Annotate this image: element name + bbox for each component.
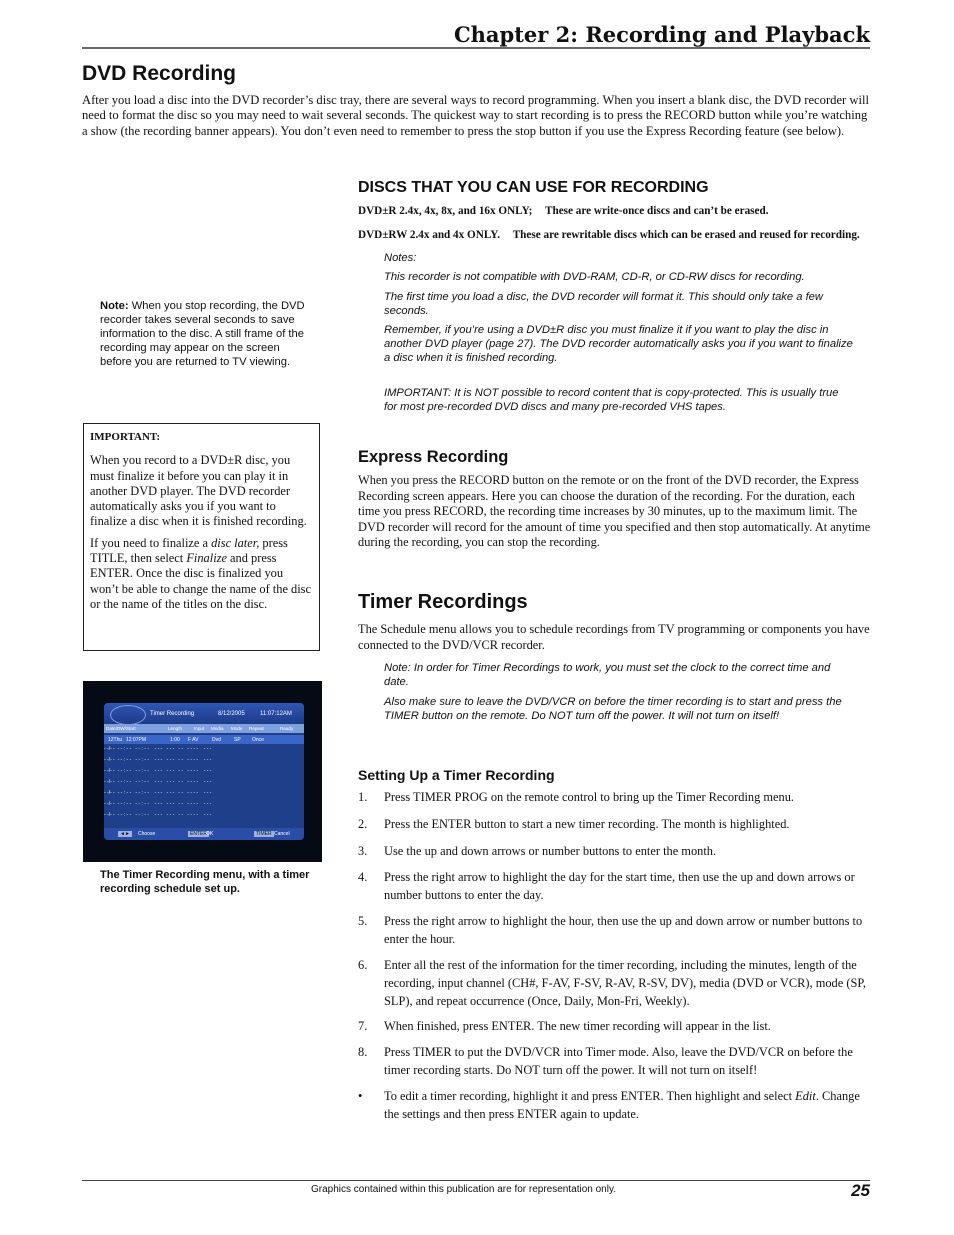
list-item: 5. Press the right arrow to highlight the hour, then use the up and down arrow or number buttons to enter the hour. (358, 914, 863, 946)
important-label: IMPORTANT: (90, 431, 161, 443)
disc-key: DVD±R 2.4x, 4x, 8x, and 16x ONLY; (358, 205, 533, 217)
sidenote (100, 299, 305, 369)
table-row: - -/- - - - : - - - - : - - - - - - - - - - - - - - - - - (104, 779, 212, 785)
timer-key: TIMER (256, 831, 272, 837)
col-media: Media (211, 726, 224, 731)
swirl-logo-icon (110, 705, 146, 725)
note-item: The first time you load a disc, the DVD recorder will format it. This should only take a few seconds. (384, 291, 823, 317)
timer-recordings-heading: Timer Recordings (358, 591, 528, 613)
col-mode: Mode (231, 726, 243, 731)
note-item: Also make sure to leave the DVD/VCR on before the timer recording is to start and press the TIMER button on the remote. Do NOT turn off the power. It will not turn on itself! (384, 696, 842, 722)
list-item: 8. Press TIMER to put the DVD/VCR into Timer mode. Also, leave the DVD/VCR on before the timer recording starts. Do NOT turn off the power. It will not turn on itself! (358, 1045, 853, 1077)
express-recording-body: When you press the RECORD button on the remote or on the front of the DVD recorder, the Express Recording screen appears. Here you can choose the duration of the recording. For the duration, each time you press RECORD, the recording time increases by 30 minutes, up to the maximum limit. The DVD recorder will record for the amount of time you specified and then stop automatically. At anytime during the recording, you can stop the recording. (358, 473, 871, 549)
chapter-title: Chapter 2: Recording and Playback (453, 22, 870, 47)
table-row: - -/- - - - : - - - - : - - - - - - - - - - - - - - - - - (104, 812, 212, 818)
disc-line-dvdr (358, 205, 878, 217)
tv-menu (104, 703, 304, 840)
note-item: Remember, if you’re using a DVD±R disc you must finalize it if you want to play the disc in another DVD player (page 27). The DVD recorder automatically asks you if you want to finalize a disc when it is finished recording. (384, 324, 853, 364)
table-row: - -/- - - - : - - - - : - - - - - - - - - - - - - - - - - (104, 790, 212, 796)
menu-columns (104, 724, 304, 733)
section-title-dvd-recording: DVD Recording (82, 62, 237, 85)
disc-desc: These are write-once discs and can’t be erased. (545, 205, 769, 217)
menu-title: Timer Recording (150, 711, 195, 717)
menu-date: 8/12/2005 (218, 711, 245, 717)
col-input: Input (194, 726, 205, 731)
menu-footer (104, 828, 304, 840)
list-item: 1. Press TIMER PROG on the remote control to bring up the Timer Recording menu. (358, 790, 795, 804)
sidenote-text: When you stop recording, the DVD recorder takes several seconds to save information to the disc. A still frame of the recording may appear on the screen before you are returned to TV viewing. (100, 300, 305, 368)
intro-paragraph: After you load a disc into the DVD recorder’s disc tray, there are several ways to record programming. When you insert a blank disc, the DVD recorder will need to format the disc so you may need to wait several seconds. The quickest way to start recording is to press the RECORD button while you’re watching a show (the recording banner appears). You don’t even need to remember to press the stop button if you use the Express Recording feature (see below). (82, 93, 869, 138)
screenshot-caption: The Timer Recording menu, with a timer recording schedule set up. (100, 869, 310, 895)
header-rule (82, 47, 870, 49)
footer-note: Graphics contained within this publication are for representation only. (311, 1184, 616, 1195)
important-paragraph-2: If you need to finalize a disc later, press TITLE, then select Finalize and press ENTER. Once the disc is finalized you won’t be able to change the name of the disc or the name of the titles on the disc. (90, 535, 312, 611)
page-number: 25 (851, 1181, 870, 1200)
setup-steps (358, 788, 874, 1133)
important-box (83, 423, 320, 651)
timer-recording-screenshot (83, 681, 322, 862)
list-item: 4. Press the right arrow to highlight the day for the start time, then use the up and down arrows or number buttons to enter the day. (358, 870, 855, 902)
disc-notes (384, 251, 854, 421)
list-item: 3. Use the up and down arrows or number buttons to enter the month. (358, 844, 717, 858)
menu-header (104, 703, 304, 724)
footer-rule (82, 1180, 870, 1181)
list-item: 6. Enter all the rest of the information for the timer recording, including the minutes, length of the recording, input channel (CH#, F-AV, F-SV, R-AV, R-SV, DV), media (DVD or VCR), mode (SP, SLP), and repeat occurrence (Once, Daily, Mon-Fri, Weekly). (358, 958, 866, 1008)
disc-line-dvdrw (358, 229, 878, 241)
setup-heading: Setting Up a Timer Recording (358, 767, 555, 783)
express-recording-heading: Express Recording (358, 448, 509, 466)
discs-heading: DISCS THAT YOU CAN USE FOR RECORDING (358, 179, 709, 196)
enter-key: ENTER (190, 831, 207, 837)
choose-label: Choose (138, 831, 156, 837)
notes-label: Notes: (384, 252, 417, 264)
table-row: - -/- - - - : - - - - : - - - - - - - - - - - - - - - - - (104, 801, 212, 807)
list-item: 7. When finished, press ENTER. The new timer recording will appear in the list. (358, 1019, 771, 1033)
cancel-label: Cancel (274, 831, 290, 837)
table-row: - -/- - - - : - - - - : - - - - - - - - - - - - - - - - - (104, 757, 212, 763)
important-paragraph: When you record to a DVD±R disc, you must finalize it before you can play it in another DVD player. The DVD recorder automatically asks you if you want to finalize a disc when it is finished recording. (90, 453, 307, 529)
sidenote-label: Note: (100, 300, 129, 312)
ok-label: OK (206, 831, 214, 837)
disc-desc: These are rewritable discs which can be erased and reused for recording. (512, 229, 860, 241)
timer-recordings-body: The Schedule menu allows you to schedule recordings from TV programming or components you have connected to the DVD/VCR recorder. (358, 622, 870, 652)
col-repeat: Repeat (249, 726, 264, 731)
disc-key: DVD±RW 2.4x and 4x ONLY. (358, 229, 501, 241)
menu-time: 11:07:12AM (260, 711, 292, 717)
table-row: - -/- - - - : - - - - : - - - - - - - - - - - - - - - - - (104, 746, 212, 752)
col-date: Date/DW/Start (106, 726, 136, 731)
col-ready: Ready (280, 726, 294, 731)
col-length: Length (168, 726, 183, 731)
list-item: 2. Press the ENTER button to start a new timer recording. The month is highlighted. (358, 817, 790, 831)
table-row: - -/- - - - : - - - - : - - - - - - - - - - - - - - - - - (104, 768, 212, 774)
choose-key: ◄► (120, 831, 130, 837)
list-item-bullet: • To edit a timer recording, highlight it and press ENTER. Then highlight and select Edit. Change the settings and then press ENTER again to update. (358, 1089, 860, 1121)
timer-notes (384, 661, 854, 741)
note-item-important: IMPORTANT: It is NOT possible to record content that is copy-protected. This is usually true for most pre-recorded DVD discs and many pre-recorded VHS tapes. (384, 387, 839, 413)
note-item: Note: In order for Timer Recordings to work, you must set the clock to the correct time and date. (384, 662, 831, 688)
table-row: 12Thu 12:07PM 1:00 F AV Dvd SP Once (104, 735, 304, 744)
note-item: This recorder is not compatible with DVD-RAM, CD-R, or CD-RW discs for recording. (384, 271, 805, 283)
